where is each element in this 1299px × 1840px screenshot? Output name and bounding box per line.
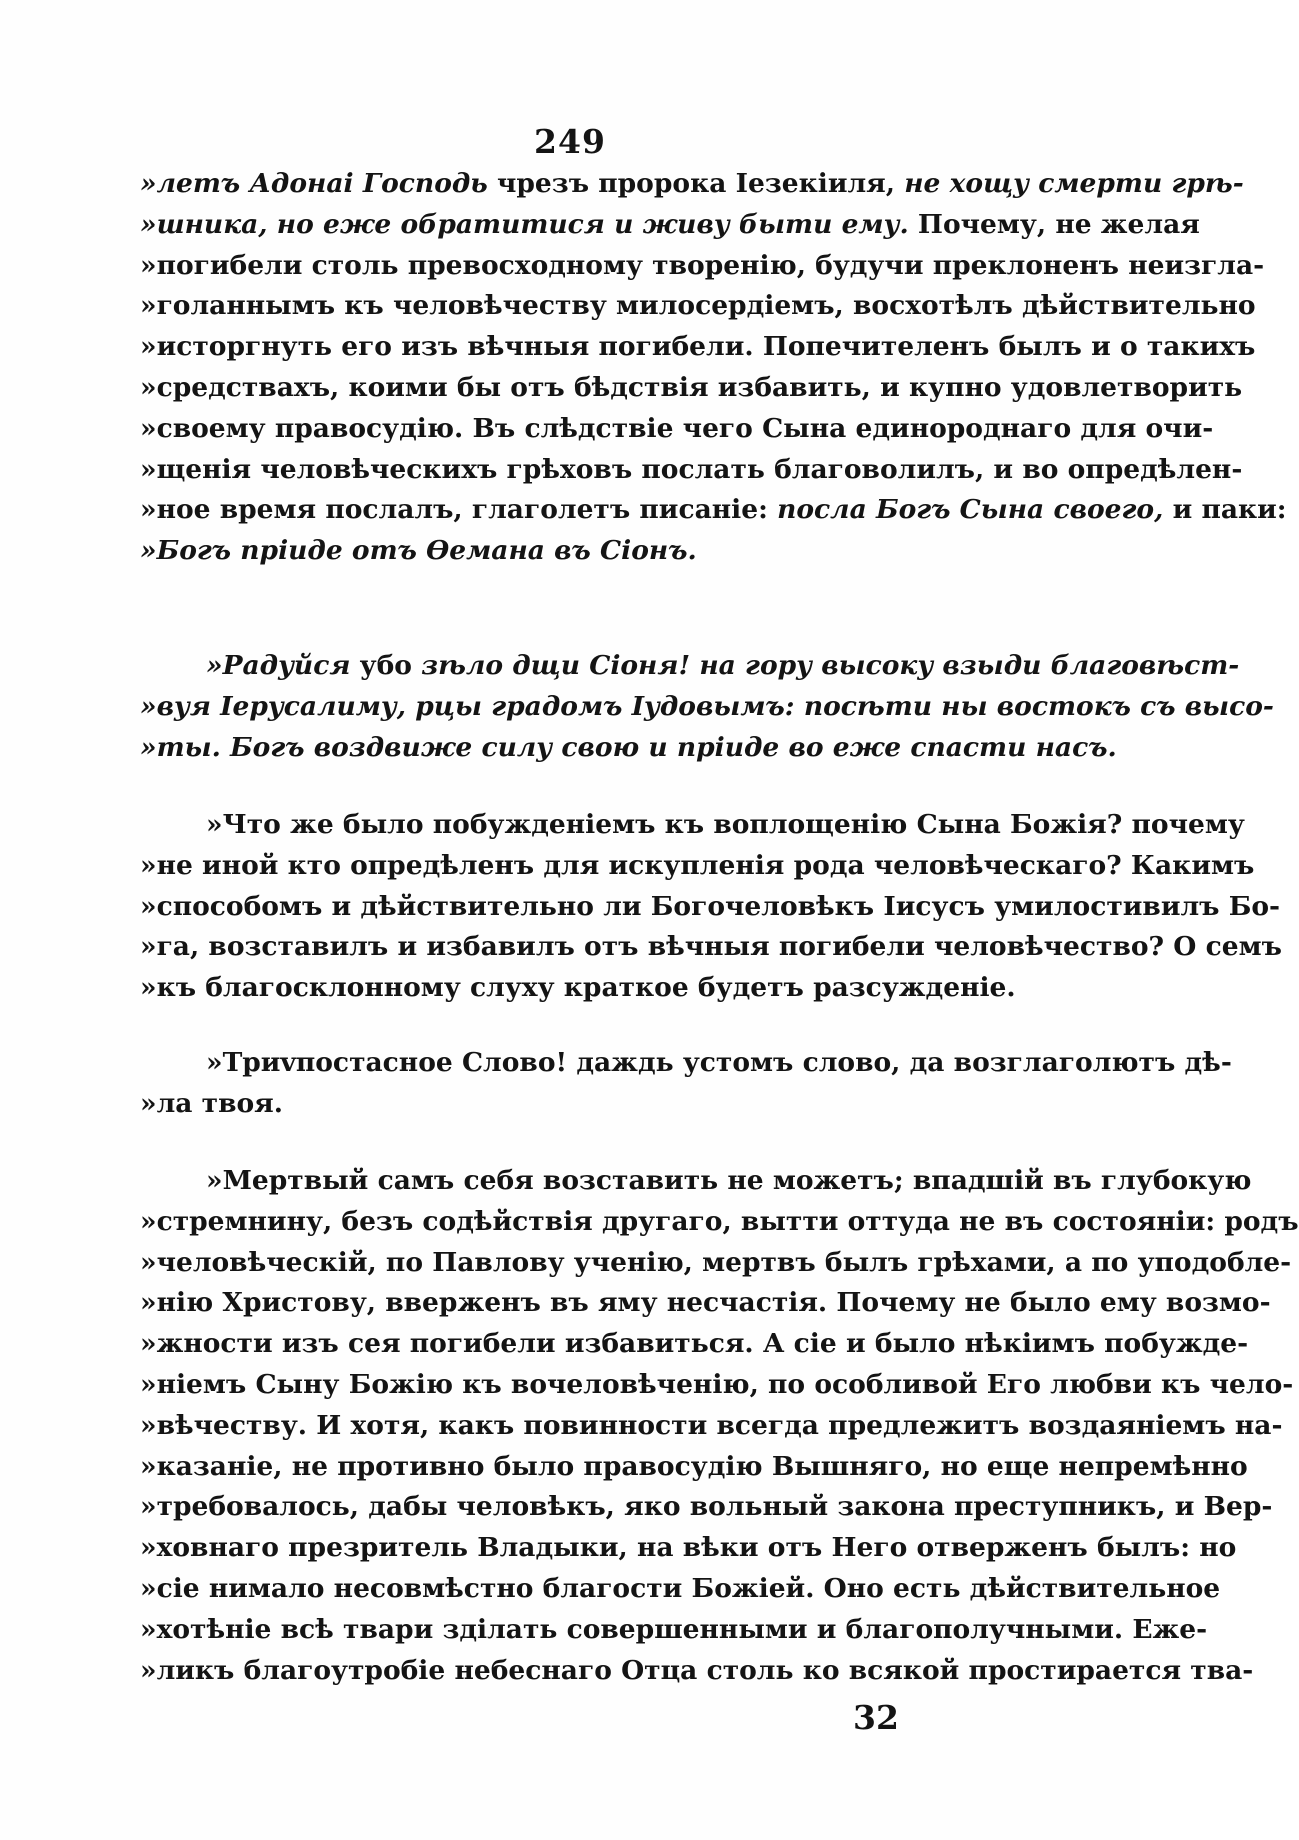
text-run: »жности изъ сея погибели избавиться. А сіе и было нѣкіимъ побужде- xyxy=(140,1328,1249,1360)
text-line xyxy=(140,805,1245,846)
text-line xyxy=(140,646,1240,687)
text-run: »казаніе, не противно было правосудію Вышняго, но еще непремѣнно xyxy=(140,1450,1248,1482)
text-line xyxy=(140,409,1214,450)
text-run: Почему, не желая xyxy=(908,208,1200,240)
text-line xyxy=(140,246,1265,287)
paragraph-4 xyxy=(140,1043,1232,1125)
italic-text-run: »летъ Адонаі Господь xyxy=(140,168,488,199)
text-run: »ніемъ Сыну Божію къ вочеловѣченію, по особливой Его любви къ чело- xyxy=(140,1368,1294,1400)
text-run: »ла твоя. xyxy=(140,1087,283,1119)
paragraph-1 xyxy=(140,164,1287,572)
text-run: »способомъ и дѣйствительно ли Богочеловѣкъ Іисусъ умилостивилъ Бо- xyxy=(140,890,1281,922)
text-line xyxy=(140,846,1255,887)
italic-text-run: »ты. Богъ воздвиже силу свою и пріиде во еже спасти насъ. xyxy=(140,731,1117,763)
italic-text-run: »Богъ пріиде отъ Ѳемана въ Сіонъ. xyxy=(140,535,697,567)
text-line xyxy=(140,1043,1232,1084)
paragraph-2 xyxy=(140,646,1274,768)
text-line xyxy=(140,1406,1283,1447)
text-run: »требовалось, дабы человѣкъ, яко вольный закона преступникъ, и Вер- xyxy=(140,1491,1273,1523)
text-line xyxy=(140,531,1038,572)
text-run: »Что же было побужденіемъ къ воплощенію Сына Божія? почему xyxy=(206,809,1245,840)
italic-text-run: посла Богъ Сына своего, xyxy=(777,494,1164,526)
text-line xyxy=(140,327,1256,368)
text-line xyxy=(140,728,1117,769)
text-run: »погибели столь превосходному творенію, будучи преклоненъ неизгла- xyxy=(140,249,1265,281)
paragraph-5 xyxy=(140,1161,1299,1691)
text-run: »хотѣніе всѣ твари зділать совершенными и благополучными. Еже- xyxy=(140,1613,1208,1645)
text-line xyxy=(140,1365,1294,1406)
text-line xyxy=(140,1569,1221,1610)
text-run: »не иной кто опредѣленъ для искупленія рода человѣческаго? Какимъ xyxy=(140,849,1255,881)
text-run: »щенія человѣческихъ грѣховъ послать благоволилъ, и во опредѣлен- xyxy=(140,453,1243,485)
text-line xyxy=(140,1324,1249,1365)
text-line xyxy=(140,490,1287,531)
text-line xyxy=(140,1447,1248,1488)
text-run: »Триvпостасное Слово! даждь устомъ слово, да возглаголютъ дѣ- xyxy=(206,1047,1232,1078)
page-number: 249 xyxy=(534,122,606,161)
text-run: »средствахъ, коими бы отъ бѣдствія избавить, и купно удовлетворить xyxy=(140,371,1243,403)
text-line xyxy=(140,1161,1252,1202)
signature-mark: 32 xyxy=(853,1698,899,1737)
text-run: »ховнаго презритель Владыки, на вѣки отъ Него отверженъ былъ: но xyxy=(140,1532,1237,1564)
text-run: »своему правосудію. Въ слѣдствіе чего Сына единороднаго для очи- xyxy=(140,412,1214,444)
text-line xyxy=(140,1084,1038,1125)
text-run: чрезъ пророка Іезекіиля, xyxy=(487,168,905,199)
text-run: »нію Христову, вверженъ въ яму несчастія. Почему не было ему возмо- xyxy=(140,1287,1271,1319)
text-run: »исторгнуть его изъ вѣчныя погибели. Попечителенъ былъ и о такихъ xyxy=(140,331,1256,363)
text-line xyxy=(140,1487,1273,1528)
text-run: »голаннымъ къ человѣчеству милосердіемъ, восхотѣлъ дѣйствительно xyxy=(140,290,1256,322)
italic-text-run: не хощу смерти грѣ- xyxy=(904,168,1244,199)
text-run: »ное время послалъ, глаголетъ писаніе: xyxy=(140,494,778,526)
text-line xyxy=(140,1651,1254,1692)
text-run: »вѣчеству. И хотя, какъ повинности всегда предлежитъ воздаяніемъ на- xyxy=(140,1409,1283,1441)
text-run: »стремнину, безъ содѣйствія другаго, вытти оттуда не въ состояніи: родъ xyxy=(140,1205,1299,1237)
text-line xyxy=(140,1528,1237,1569)
text-run: »къ благосклонному слуху краткое будетъ разсужденіе. xyxy=(140,972,1016,1004)
italic-text-run: зѣло дщи Сіоня! на гору высоку взыди благовѣст- xyxy=(421,650,1240,681)
text-run: »га, возставилъ и избавилъ отъ вѣчныя погибели человѣчество? О семъ xyxy=(140,931,1282,963)
text-run: »сіе нимало несовмѣстно благости Божіей. Оно есть дѣйствительное xyxy=(140,1572,1221,1604)
text-line xyxy=(140,687,1274,728)
text-run: убо xyxy=(350,650,422,681)
italic-text-run: »вуя Іерусалиму, рцы градомъ Іудовымъ: посѣти ны востокъ съ высо- xyxy=(140,690,1274,722)
text-run: »человѣческій, по Павлову ученію, мертвъ былъ грѣхами, а по уподобле- xyxy=(140,1246,1292,1278)
text-line xyxy=(140,1283,1271,1324)
text-line xyxy=(140,286,1256,327)
text-line xyxy=(140,927,1282,968)
paragraph-3 xyxy=(140,805,1282,1009)
text-run: »ликъ благоутробіе небеснаго Отца столь ко всякой простирается тва- xyxy=(140,1654,1254,1686)
text-line xyxy=(140,887,1281,928)
text-line xyxy=(140,205,1200,246)
text-line xyxy=(140,368,1243,409)
text-line xyxy=(140,968,1038,1009)
text-line xyxy=(140,164,1244,205)
text-line xyxy=(140,1610,1208,1651)
text-run: и паки: xyxy=(1163,494,1287,526)
italic-text-run: »шника, но еже обратитися и живу быти ему. xyxy=(140,208,909,240)
text-line xyxy=(140,450,1243,491)
text-line xyxy=(140,1243,1292,1284)
italic-text-run: »Радуйся xyxy=(206,650,351,681)
text-run: »Мертвый самъ себя возставить не можетъ; впадшій въ глубокую xyxy=(206,1165,1252,1196)
text-line xyxy=(140,1202,1299,1243)
